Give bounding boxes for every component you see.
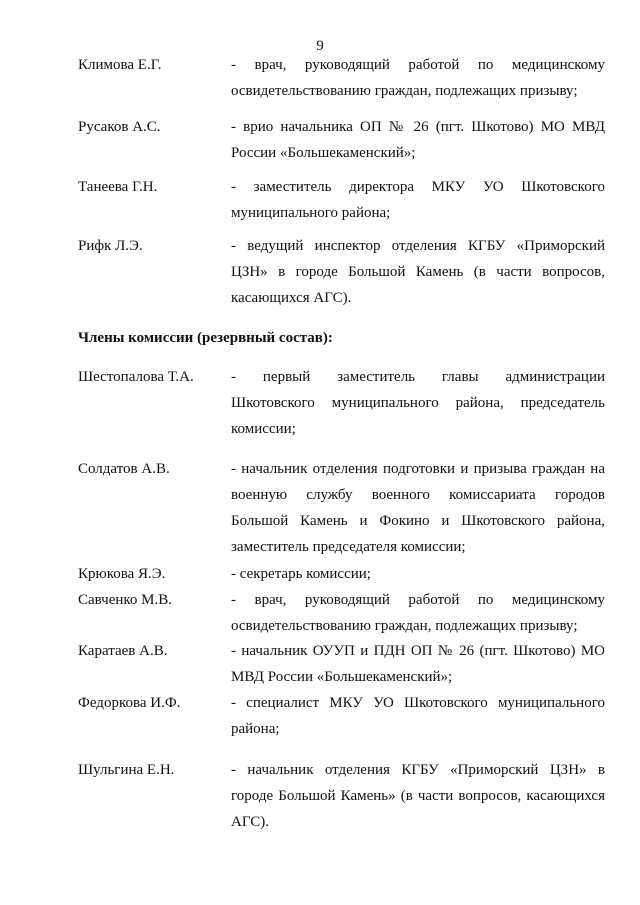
role-line: России «Большекаменский»; — [231, 145, 416, 161]
role-line: освидетельствованию граждан, подлежащих призыву; — [231, 618, 578, 634]
member-role — [231, 561, 605, 587]
member-name: Климова Е.Г. — [78, 57, 162, 73]
role-line: - первый заместитель главы администрации — [231, 369, 605, 385]
member-name: Рифк Л.Э. — [78, 238, 143, 254]
role-line: - начальник ОУУП и ПДН ОП № 26 (пгт. Шкотово) МО — [231, 643, 605, 659]
member-name: Савченко М.В. — [78, 592, 173, 608]
section-title: Члены комиссии (резервный состав): — [78, 330, 333, 346]
role-line: - специалист МКУ УО Шкотовского муниципального — [231, 695, 605, 711]
role-line: муниципального района; — [231, 205, 391, 221]
role-line: - секретарь комиссии; — [231, 566, 371, 582]
member-role — [231, 364, 605, 442]
member-name: Танеева Г.Н. — [78, 179, 158, 195]
role-line: - ведущий инспектор отделения КГБУ «Приморский — [231, 238, 605, 254]
member-name: Шестопалова Т.А. — [78, 369, 194, 385]
role-line: городе Большой Камень» (в части вопросов, касающихся — [231, 788, 605, 804]
role-line: освидетельствованию граждан, подлежащих призыву; — [231, 83, 578, 99]
role-line: Шкотовского муниципального района, председатель — [231, 395, 605, 411]
member-name: Русаков А.С. — [78, 119, 161, 135]
role-line: ЦЗН» в городе Большой Камень (в части вопросов, — [231, 264, 605, 280]
member-role — [231, 587, 605, 639]
member-role — [231, 456, 605, 560]
role-line: района; — [231, 721, 280, 737]
member-role — [231, 114, 605, 166]
member-role — [231, 233, 605, 311]
member-name: Солдатов А.В. — [78, 461, 170, 477]
role-line: - врач, руководящий работой по медицинскому — [231, 57, 605, 73]
role-line: касающихся АГС). — [231, 290, 352, 306]
role-line: комиссии; — [231, 421, 296, 437]
role-line: военную службу военного комиссариата городов — [231, 487, 605, 503]
member-role — [231, 52, 605, 104]
role-line: - начальник отделения КГБУ «Приморский ЦЗН» в — [231, 762, 605, 778]
role-line: заместитель председателя комиссии; — [231, 539, 466, 555]
member-role — [231, 174, 605, 226]
role-line: - врио начальника ОП № 26 (пгт. Шкотово) МО МВД — [231, 119, 605, 135]
role-line: МВД России «Большекаменский»; — [231, 669, 453, 685]
member-name: Крюкова Я.Э. — [78, 566, 166, 582]
member-name: Федоркова И.Ф. — [78, 695, 181, 711]
member-role — [231, 757, 605, 835]
member-role — [231, 638, 605, 690]
member-role — [231, 690, 605, 742]
member-name: Каратаев А.В. — [78, 643, 168, 659]
role-line: Большой Камень и Фокино и Шкотовского района, — [231, 513, 605, 529]
member-name: Шульгина Е.Н. — [78, 762, 175, 778]
role-line: - заместитель директора МКУ УО Шкотовского — [231, 179, 605, 195]
role-line: - врач, руководящий работой по медицинскому — [231, 592, 605, 608]
page-number: 9 — [316, 38, 324, 54]
role-line: - начальник отделения подготовки и призыва граждан на — [231, 461, 605, 477]
role-line: АГС). — [231, 814, 270, 830]
